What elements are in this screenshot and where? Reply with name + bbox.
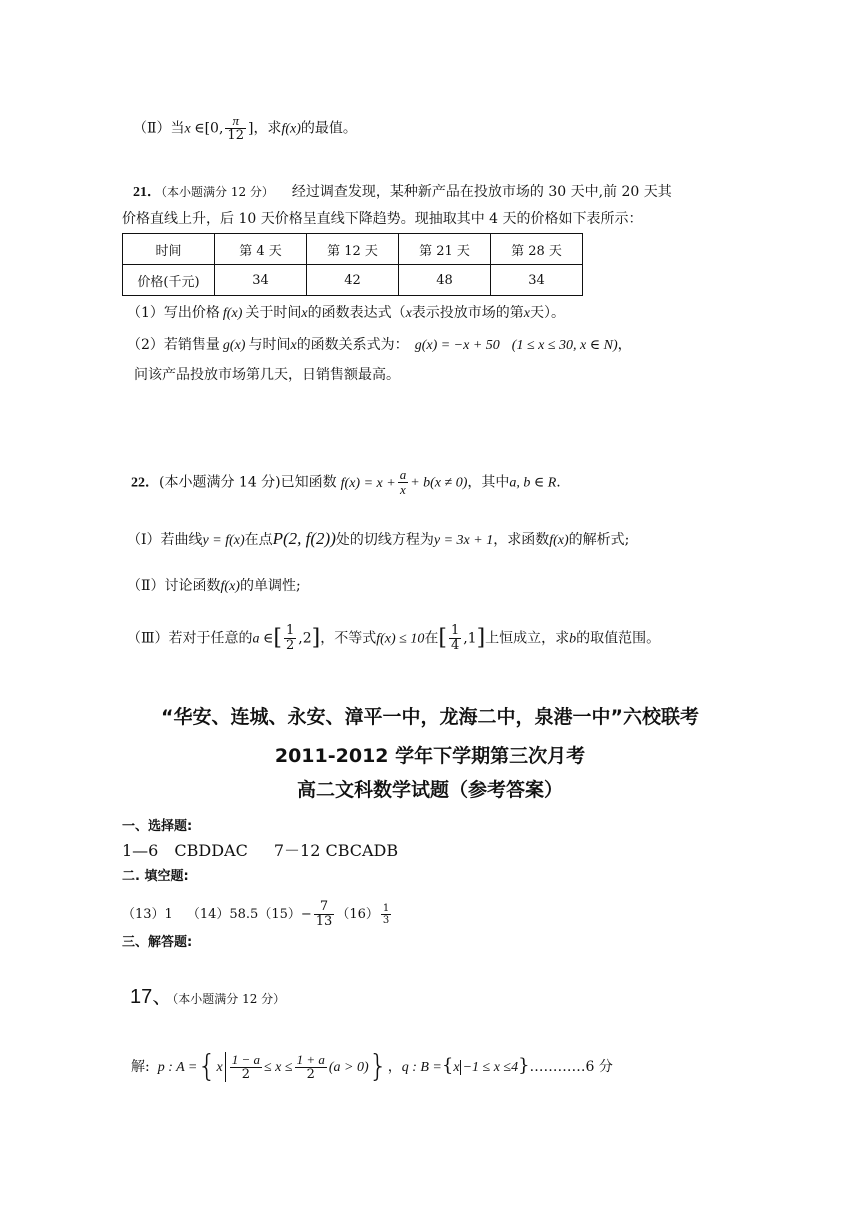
q22-p3-a: （Ⅲ）若对于任意的 — [127, 630, 253, 647]
q22-a-over-x — [398, 468, 409, 497]
q22-p2-a: （Ⅱ）讨论函数 — [127, 578, 221, 594]
q21-p1-x2: x — [405, 306, 412, 321]
price-table — [122, 233, 583, 296]
q22-p1-b: 在点 — [244, 532, 273, 548]
q22-ab-in-R: a, b ∈ R — [509, 475, 557, 491]
q22-period: . — [556, 474, 561, 491]
q20-interval-close: ] — [247, 120, 254, 137]
q17-q-b: q : B = — [401, 1060, 442, 1075]
q22-p3-one: ,1 — [463, 630, 477, 647]
q22-p3-half — [284, 624, 296, 653]
q20-end: 的最值。 — [300, 120, 357, 137]
q22-part2 — [127, 575, 301, 598]
q22-p3-quarter — [449, 624, 461, 653]
q17-sol-label: 解: — [131, 1059, 150, 1075]
fill-16-d: 3 — [382, 915, 390, 926]
q22-p3-half-n: 1 — [285, 623, 295, 638]
q17-frac2-d: 2 — [306, 1066, 315, 1082]
q17-number: 17、 — [130, 986, 173, 1008]
q21-p1-a: （1）写出价格 — [127, 305, 220, 321]
q21-p2-c: 的函数关系式为： — [296, 337, 409, 353]
fill-answer-15-label: （15） — [258, 907, 301, 922]
q22-fx-eq: f(x) = x + — [340, 475, 396, 491]
choice-answers-7-12: 7－12 CBCADB — [273, 841, 399, 860]
q22-p1-c: 处的切线方程为 — [335, 532, 434, 548]
q17-frac2 — [295, 1053, 327, 1082]
q22-p3-half-d: 2 — [285, 638, 295, 653]
q21-line2: 价格直线上升，后 10 天价格呈直线下降趋势。现抽取其中 4 天的价格如下表所示： — [122, 211, 643, 227]
q22-p2-b: 的单调性; — [239, 578, 301, 594]
q21-p1-b: 关于时间 — [245, 305, 302, 321]
table-row — [123, 265, 583, 296]
q22-p3-q-d: 4 — [450, 638, 460, 653]
q20-twelve: 12 — [227, 128, 244, 143]
q22-intro — [131, 468, 561, 497]
table-cell: 第 21 天 — [399, 234, 491, 265]
q21-number: 21． — [133, 185, 161, 200]
q21-p2-gx: g(x) — [222, 338, 246, 353]
q17-frac1-d: 2 — [241, 1066, 250, 1082]
q21-p2-domain: (1 ≤ x ≤ 30, x ∈ N) — [511, 338, 618, 353]
q21-p1-c: 的函数表达式（ — [307, 305, 406, 321]
q22-p3-b: ，不等式 — [320, 630, 377, 647]
answer-title-schools: “华安、连城、永安、漳平一中，龙海二中，泉港一中”六校联考 — [161, 706, 699, 728]
fill-answer-14: （14）58.5 — [186, 907, 259, 922]
q21-p2-b: 与时间 — [248, 337, 291, 353]
fill-answer-15-frac — [314, 900, 335, 929]
q22-p3-q-n: 1 — [450, 623, 460, 638]
q22-p3-ineq: f(x) ≤ 10 — [376, 631, 425, 647]
q17-frac1 — [230, 1053, 262, 1082]
q21-p2-a: （2）若销售量 — [127, 337, 220, 353]
q17-score: （本小题满分 12 分） — [172, 992, 286, 1006]
q17-score-dots: …………6 分 — [529, 1059, 613, 1075]
fill-15-d: 13 — [315, 914, 333, 929]
q17-le1: ≤ x ≤ — [263, 1060, 293, 1075]
q17-frac2-n: 1 + a — [296, 1051, 325, 1067]
q20-pi-over-12 — [225, 114, 246, 143]
q21-part2-line2: 问该产品投放市场第几天，日销售额最高。 — [134, 367, 400, 383]
q21-p2-formula: g(x) = −x + 50 — [414, 338, 500, 353]
q17-set-x: x — [216, 1060, 223, 1075]
q21-line1-text: 经过调查发现，某种新产品在投放市场的 30 天中,前 20 天其 — [291, 184, 672, 200]
q22-p3-d: 上恒成立，求 — [485, 630, 570, 647]
q17-set2-cond: −1 ≤ x ≤4 — [460, 1060, 519, 1075]
q21-line1 — [133, 181, 672, 204]
table-cell: 34 — [491, 265, 583, 296]
fill-answers — [122, 900, 393, 929]
q21-part1 — [127, 302, 565, 325]
q22-p3-c: 在 — [424, 630, 439, 647]
q22-number: 22． — [131, 475, 159, 491]
table-cell: 34 — [215, 265, 307, 296]
section-solve-heading: 三、解答题: — [122, 935, 193, 950]
section-fill-heading: 二. 填空题: — [122, 869, 189, 884]
table-cell: 第 28 天 — [491, 234, 583, 265]
table-cell: 42 — [307, 265, 399, 296]
q21-p2-x: x — [290, 338, 297, 353]
q22-p1-a: （Ⅰ）若曲线 — [127, 532, 203, 548]
q17-cond: (a > 0) — [328, 1060, 369, 1075]
q21-p1-d: 表示投放市场的第 — [411, 305, 524, 321]
table-cell: 第 4 天 — [215, 234, 307, 265]
table-row — [123, 234, 583, 265]
q20-interval-open: [0, — [204, 120, 224, 137]
q20-x-in: x ∈ — [184, 121, 205, 137]
q20-part2 — [133, 114, 357, 143]
q17-solution: 解: p : A ={x $\frac{1 - a}{2}$ ≤ x ≤ $\frac{1 + a}{2}$ (a > 0)}，q : B ={x −1 ≤ x ≤4}…………6 分 — [131, 1049, 613, 1084]
q17-comma: ， — [387, 1059, 402, 1075]
q21-p1-x3: x — [523, 306, 531, 321]
q22-intro-text: (本小题满分 14 分)已知函数 — [159, 474, 337, 491]
q22-p2-fx: f(x) — [220, 579, 240, 594]
q17-p-a: p : A = — [157, 1060, 198, 1075]
table-cell: 价格(千元) — [123, 265, 215, 296]
q22-a: a — [399, 467, 407, 482]
q17-frac1-n: 1 − a — [231, 1051, 260, 1067]
q22-p1-tangent: y = 3x + 1 — [433, 533, 494, 548]
q20-mid: ，求 — [253, 120, 282, 137]
q20-fx: f(x) — [281, 121, 301, 137]
q22-p3-a-in: a ∈ — [252, 631, 274, 647]
section-choice-heading: 一、选择题: — [122, 819, 193, 834]
q21-part2 — [127, 334, 632, 357]
answer-title-term: 2011-2012 学年下学期第三次月考 — [274, 745, 586, 767]
fill-16-n: 1 — [382, 903, 390, 914]
q20-pi: π — [225, 114, 246, 129]
q22-p3-e: 的取值范围。 — [576, 630, 661, 647]
q22-plus-b: + b(x ≠ 0) — [410, 475, 468, 491]
table-cell: 48 — [399, 265, 491, 296]
fill-answer-15-sign: − — [300, 907, 312, 922]
fill-15-n: 7 — [314, 900, 335, 915]
fill-answer-13: （13）1 — [122, 907, 173, 922]
fill-answer-16-label: （16） — [336, 907, 379, 922]
q22-p1-d: ，求函数 — [493, 532, 550, 548]
q22-x: x — [400, 482, 406, 497]
q21-p1-fx: f(x) — [222, 306, 243, 321]
q22-p1-fx: f(x) — [549, 533, 569, 548]
q22-part1 — [127, 528, 629, 552]
q22-p3-b-var: b — [569, 631, 577, 647]
q21-p2-end: ， — [617, 337, 632, 353]
choice-answers-1-6: 1—6 CBDDAC — [122, 841, 248, 860]
q22-where: ，其中 — [467, 474, 510, 491]
q20-part2-label: （Ⅱ）当 — [133, 120, 185, 137]
q22-p1-curve: y = f(x) — [202, 533, 245, 548]
q17-heading — [130, 986, 285, 1010]
fill-answer-16-frac — [381, 903, 391, 926]
q21-p1-x: x — [301, 306, 308, 321]
answer-title-paper: 高二文科数学试题（参考答案） — [296, 779, 563, 801]
q21-score: （本小题满分 12 分） — [161, 185, 274, 199]
q17-set2-x: x — [453, 1060, 460, 1075]
q22-p1-point: P(2, f(2)) — [272, 529, 336, 548]
q22-p1-e: 的解析式; — [568, 532, 630, 548]
q22-part3: （Ⅲ）若对于任意的a ∈[ $\frac{1}{2}$ ,2]，不等式f(x) ≤ 10在[ $\frac{1}{4}$ ,1]上恒成立，求b的取值范围。 — [127, 623, 661, 653]
choice-answers — [122, 840, 398, 862]
table-cell: 时间 — [123, 234, 215, 265]
table-cell: 第 12 天 — [307, 234, 399, 265]
q22-p3-two: ,2 — [298, 630, 312, 647]
q21-p1-e: 天）。 — [530, 305, 566, 321]
